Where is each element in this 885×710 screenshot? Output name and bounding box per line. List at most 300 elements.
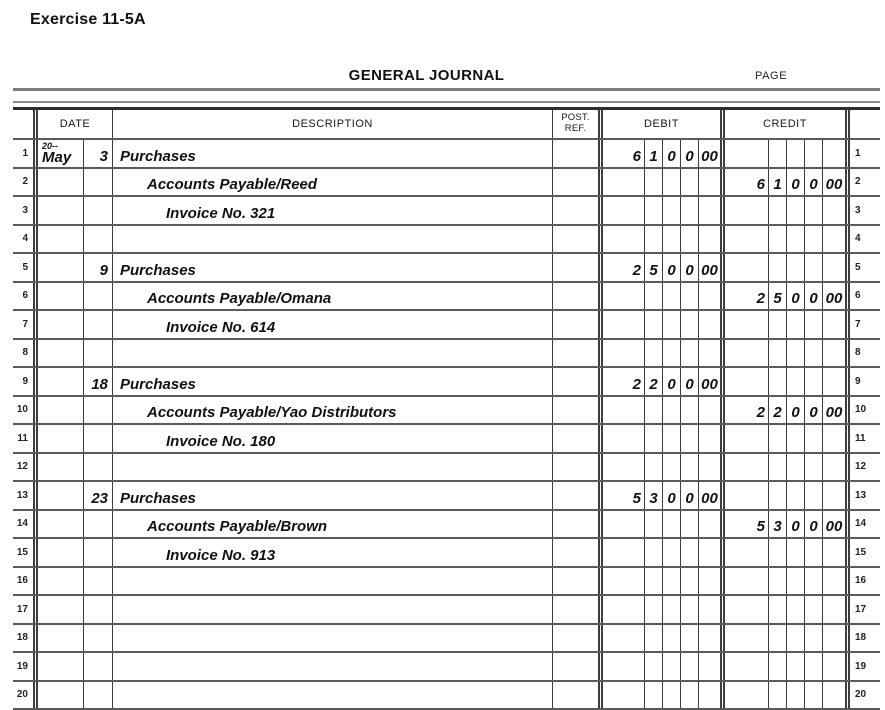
description-cell: Accounts Payable/Brown bbox=[113, 511, 553, 538]
credit-digit-cell bbox=[769, 454, 787, 481]
debit-cents-cell bbox=[699, 425, 720, 452]
debit-digit-cell bbox=[645, 283, 663, 310]
credit-cents-cell bbox=[823, 425, 845, 452]
debit-cents-cell bbox=[699, 311, 720, 338]
post-ref-cell bbox=[553, 368, 598, 395]
date-month-cell bbox=[38, 226, 84, 253]
row-number-left: 6 bbox=[13, 283, 33, 310]
credit-digit-cell bbox=[725, 425, 769, 452]
credit-digit-cell bbox=[725, 368, 769, 395]
date-day-cell bbox=[84, 169, 113, 196]
credit-digit-cell: 5 bbox=[769, 283, 787, 310]
credit-digit-cell bbox=[787, 625, 805, 652]
debit-digit-cell bbox=[663, 311, 681, 338]
row-number-right: 19 bbox=[850, 653, 873, 680]
date-month-cell bbox=[38, 454, 84, 481]
credit-digit-cell bbox=[805, 682, 823, 709]
date-month-cell bbox=[38, 140, 84, 167]
description-cell bbox=[113, 454, 553, 481]
date-day-cell bbox=[84, 511, 113, 538]
date-month-cell bbox=[38, 425, 84, 452]
date-day-cell bbox=[84, 226, 113, 253]
row-number-right: 11 bbox=[850, 425, 873, 452]
debit-digit-cell: 1 bbox=[645, 140, 663, 167]
credit-digit-cell bbox=[805, 596, 823, 623]
date-month-cell bbox=[38, 368, 84, 395]
debit-digit-cell bbox=[603, 596, 645, 623]
debit-digit-cell bbox=[681, 568, 699, 595]
credit-digit-cell bbox=[805, 197, 823, 224]
debit-digit-cell bbox=[681, 197, 699, 224]
credit-digit-cell bbox=[769, 254, 787, 281]
debit-cents-cell bbox=[699, 340, 720, 367]
credit-digit-cell bbox=[769, 625, 787, 652]
row-number-left: 12 bbox=[13, 454, 33, 481]
debit-digit-cell bbox=[603, 625, 645, 652]
description-cell: Purchases bbox=[113, 368, 553, 395]
debit-digit-cell: 0 bbox=[663, 140, 681, 167]
credit-digit-cell: 6 bbox=[725, 169, 769, 196]
credit-digit-cell bbox=[725, 539, 769, 566]
date-month-cell bbox=[38, 340, 84, 367]
credit-digit-cell bbox=[725, 197, 769, 224]
debit-digit-cell bbox=[663, 397, 681, 424]
row-number-right: 9 bbox=[850, 368, 873, 395]
debit-cents-cell: 00 bbox=[699, 368, 720, 395]
credit-digit-cell bbox=[805, 425, 823, 452]
debit-cents-cell bbox=[699, 454, 720, 481]
credit-digit-cell: 5 bbox=[725, 511, 769, 538]
column-header-row bbox=[13, 110, 880, 140]
credit-digit-cell bbox=[769, 425, 787, 452]
debit-cents-cell bbox=[699, 226, 720, 253]
debit-digit-cell bbox=[681, 397, 699, 424]
journal-row bbox=[13, 454, 880, 483]
description-cell bbox=[113, 625, 553, 652]
debit-digit-cell bbox=[681, 625, 699, 652]
credit-digit-cell bbox=[769, 197, 787, 224]
description-cell bbox=[113, 226, 553, 253]
debit-digit-cell bbox=[681, 283, 699, 310]
debit-cents-cell bbox=[699, 625, 720, 652]
date-day-cell: 9 bbox=[84, 254, 113, 281]
credit-cents-cell bbox=[823, 340, 845, 367]
date-day-cell bbox=[84, 197, 113, 224]
debit-digit-cell: 0 bbox=[663, 482, 681, 509]
date-month-cell bbox=[38, 311, 84, 338]
journal-row bbox=[13, 340, 880, 369]
journal-row bbox=[13, 283, 880, 312]
credit-digit-cell: 2 bbox=[769, 397, 787, 424]
credit-digit-cell bbox=[787, 425, 805, 452]
credit-digit-cell bbox=[805, 454, 823, 481]
debit-digit-cell: 5 bbox=[645, 254, 663, 281]
debit-digit-cell: 0 bbox=[681, 482, 699, 509]
credit-digit-cell bbox=[805, 539, 823, 566]
debit-digit-cell: 0 bbox=[663, 368, 681, 395]
page-label: PAGE bbox=[755, 70, 787, 82]
description-cell: Purchases bbox=[113, 254, 553, 281]
date-day-cell bbox=[84, 340, 113, 367]
credit-digit-cell: 0 bbox=[787, 283, 805, 310]
row-number-left: 13 bbox=[13, 482, 33, 509]
debit-digit-cell bbox=[603, 169, 645, 196]
debit-digit-cell bbox=[645, 340, 663, 367]
credit-digit-cell bbox=[725, 140, 769, 167]
credit-digit-cell bbox=[805, 625, 823, 652]
row-number-right: 6 bbox=[850, 283, 873, 310]
journal-row bbox=[13, 653, 880, 682]
debit-digit-cell bbox=[645, 311, 663, 338]
debit-digit-cell bbox=[603, 283, 645, 310]
post-ref-cell bbox=[553, 482, 598, 509]
credit-digit-cell bbox=[805, 311, 823, 338]
debit-digit-cell bbox=[603, 340, 645, 367]
date-day-cell: 3 bbox=[84, 140, 113, 167]
credit-digit-cell: 2 bbox=[725, 283, 769, 310]
credit-digit-cell bbox=[725, 682, 769, 709]
credit-digit-cell bbox=[769, 653, 787, 680]
credit-digit-cell bbox=[805, 340, 823, 367]
debit-cents-cell bbox=[699, 682, 720, 709]
journal-row bbox=[13, 169, 880, 198]
journal-title: GENERAL JOURNAL bbox=[13, 67, 840, 84]
date-month-cell bbox=[38, 169, 84, 196]
debit-cents-cell bbox=[699, 283, 720, 310]
date-month-cell bbox=[38, 197, 84, 224]
debit-cents-cell bbox=[699, 169, 720, 196]
debit-digit-cell bbox=[603, 311, 645, 338]
debit-digit-cell bbox=[603, 397, 645, 424]
row-number-right: 14 bbox=[850, 511, 873, 538]
credit-digit-cell bbox=[769, 226, 787, 253]
date-month-cell bbox=[38, 397, 84, 424]
credit-digit-cell bbox=[769, 311, 787, 338]
debit-digit-cell bbox=[645, 197, 663, 224]
row-number-right: 8 bbox=[850, 340, 873, 367]
row-number-left: 15 bbox=[13, 539, 33, 566]
row-number-left: 19 bbox=[13, 653, 33, 680]
row-number-right: 20 bbox=[850, 682, 873, 709]
description-cell bbox=[113, 682, 553, 709]
row-number-left: 8 bbox=[13, 340, 33, 367]
credit-digit-cell: 2 bbox=[725, 397, 769, 424]
row-number-left: 3 bbox=[13, 197, 33, 224]
post-ref-cell bbox=[553, 653, 598, 680]
exercise-title: Exercise 11-5A bbox=[30, 11, 146, 29]
date-day-cell bbox=[84, 311, 113, 338]
debit-digit-cell bbox=[663, 596, 681, 623]
credit-cents-cell bbox=[823, 539, 845, 566]
description-cell bbox=[113, 653, 553, 680]
journal-row bbox=[13, 397, 880, 426]
credit-digit-cell: 0 bbox=[787, 397, 805, 424]
debit-cents-cell bbox=[699, 596, 720, 623]
credit-digit-cell: 0 bbox=[805, 511, 823, 538]
date-day-cell bbox=[84, 653, 113, 680]
date-month-cell bbox=[38, 653, 84, 680]
post-ref-line2: REF. bbox=[565, 124, 586, 135]
date-month-cell bbox=[38, 539, 84, 566]
description-cell: Purchases bbox=[113, 140, 553, 167]
description-cell: Accounts Payable/Omana bbox=[113, 283, 553, 310]
description-cell: Invoice No. 180 bbox=[113, 425, 553, 452]
debit-digit-cell bbox=[645, 454, 663, 481]
debit-digit-cell bbox=[663, 283, 681, 310]
row-number-right: 3 bbox=[850, 197, 873, 224]
credit-digit-cell bbox=[725, 340, 769, 367]
journal-row bbox=[13, 311, 880, 340]
post-ref-cell bbox=[553, 596, 598, 623]
credit-digit-cell bbox=[805, 226, 823, 253]
row-number-right: 16 bbox=[850, 568, 873, 595]
row-number-right: 17 bbox=[850, 596, 873, 623]
journal-row bbox=[13, 254, 880, 283]
credit-digit-cell bbox=[787, 226, 805, 253]
debit-digit-cell bbox=[663, 653, 681, 680]
debit-digit-cell bbox=[645, 226, 663, 253]
description-cell: Invoice No. 614 bbox=[113, 311, 553, 338]
post-ref-cell bbox=[553, 682, 598, 709]
debit-digit-cell bbox=[681, 169, 699, 196]
description-cell bbox=[113, 596, 553, 623]
debit-digit-cell: 0 bbox=[681, 368, 699, 395]
credit-digit-cell bbox=[787, 340, 805, 367]
date-day-cell: 18 bbox=[84, 368, 113, 395]
date-day-cell bbox=[84, 454, 113, 481]
credit-digit-cell bbox=[769, 140, 787, 167]
credit-digit-cell bbox=[787, 482, 805, 509]
debit-digit-cell bbox=[603, 226, 645, 253]
credit-digit-cell bbox=[787, 368, 805, 395]
credit-digit-cell bbox=[787, 197, 805, 224]
date-day-cell bbox=[84, 425, 113, 452]
post-ref-cell bbox=[553, 340, 598, 367]
credit-cents-cell bbox=[823, 226, 845, 253]
credit-cents-cell: 00 bbox=[823, 169, 845, 196]
row-number-right: 13 bbox=[850, 482, 873, 509]
date-month-cell bbox=[38, 482, 84, 509]
credit-digit-cell bbox=[805, 653, 823, 680]
credit-cents-cell: 00 bbox=[823, 511, 845, 538]
journal-row bbox=[13, 682, 880, 710]
debit-digit-cell: 0 bbox=[681, 140, 699, 167]
debit-digit-cell: 2 bbox=[603, 368, 645, 395]
post-ref-cell bbox=[553, 568, 598, 595]
debit-digit-cell bbox=[645, 397, 663, 424]
post-ref-cell bbox=[553, 169, 598, 196]
credit-digit-cell bbox=[769, 368, 787, 395]
debit-cents-cell bbox=[699, 511, 720, 538]
credit-digit-cell bbox=[805, 482, 823, 509]
debit-digit-cell bbox=[603, 454, 645, 481]
post-ref-cell bbox=[553, 226, 598, 253]
credit-digit-cell bbox=[805, 140, 823, 167]
debit-digit-cell bbox=[603, 568, 645, 595]
debit-digit-cell: 2 bbox=[645, 368, 663, 395]
date-column-header: DATE bbox=[38, 110, 113, 138]
credit-digit-cell bbox=[769, 482, 787, 509]
credit-digit-cell bbox=[787, 682, 805, 709]
debit-digit-cell bbox=[681, 596, 699, 623]
credit-digit-cell bbox=[805, 254, 823, 281]
credit-digit-cell bbox=[787, 311, 805, 338]
journal-row bbox=[13, 596, 880, 625]
debit-digit-cell bbox=[663, 625, 681, 652]
date-day-cell bbox=[84, 397, 113, 424]
description-cell: Accounts Payable/Reed bbox=[113, 169, 553, 196]
debit-digit-cell bbox=[681, 340, 699, 367]
date-day-cell bbox=[84, 596, 113, 623]
row-number-right: 5 bbox=[850, 254, 873, 281]
credit-digit-cell bbox=[769, 568, 787, 595]
debit-digit-cell bbox=[663, 511, 681, 538]
row-number-left: 17 bbox=[13, 596, 33, 623]
debit-digit-cell bbox=[645, 625, 663, 652]
row-number-left: 9 bbox=[13, 368, 33, 395]
date-month-cell bbox=[38, 254, 84, 281]
debit-digit-cell bbox=[681, 682, 699, 709]
credit-digit-cell bbox=[725, 568, 769, 595]
debit-digit-cell: 0 bbox=[681, 254, 699, 281]
post-ref-column-header bbox=[553, 110, 598, 138]
debit-digit-cell bbox=[645, 596, 663, 623]
credit-digit-cell bbox=[725, 226, 769, 253]
description-cell: Accounts Payable/Yao Distributors bbox=[113, 397, 553, 424]
post-ref-cell bbox=[553, 140, 598, 167]
debit-cents-cell bbox=[699, 568, 720, 595]
date-month-cell bbox=[38, 625, 84, 652]
debit-digit-cell bbox=[645, 425, 663, 452]
journal-rows bbox=[13, 140, 880, 710]
post-ref-cell bbox=[553, 425, 598, 452]
row-number-right: 1 bbox=[850, 140, 873, 167]
credit-cents-cell: 00 bbox=[823, 397, 845, 424]
debit-digit-cell bbox=[663, 197, 681, 224]
debit-digit-cell bbox=[645, 653, 663, 680]
debit-cents-cell bbox=[699, 197, 720, 224]
debit-cents-cell: 00 bbox=[699, 254, 720, 281]
date-day-cell bbox=[84, 539, 113, 566]
debit-digit-cell bbox=[681, 425, 699, 452]
date-month-cell bbox=[38, 511, 84, 538]
post-ref-cell bbox=[553, 539, 598, 566]
date-day-cell bbox=[84, 568, 113, 595]
credit-digit-cell bbox=[725, 653, 769, 680]
row-number-left: 7 bbox=[13, 311, 33, 338]
row-number-left: 4 bbox=[13, 226, 33, 253]
description-cell bbox=[113, 340, 553, 367]
debit-digit-cell bbox=[645, 169, 663, 196]
journal-row bbox=[13, 568, 880, 597]
credit-digit-cell bbox=[725, 311, 769, 338]
post-ref-cell bbox=[553, 454, 598, 481]
credit-cents-cell bbox=[823, 311, 845, 338]
row-number-right: 7 bbox=[850, 311, 873, 338]
row-number-left: 11 bbox=[13, 425, 33, 452]
debit-digit-cell: 6 bbox=[603, 140, 645, 167]
journal-table bbox=[13, 101, 880, 710]
debit-digit-cell bbox=[603, 197, 645, 224]
row-number-right: 4 bbox=[850, 226, 873, 253]
credit-cents-cell bbox=[823, 625, 845, 652]
debit-cents-cell bbox=[699, 397, 720, 424]
date-month-cell bbox=[38, 596, 84, 623]
credit-digit-cell bbox=[725, 625, 769, 652]
debit-digit-cell bbox=[663, 226, 681, 253]
debit-digit-cell bbox=[663, 169, 681, 196]
debit-cents-cell bbox=[699, 653, 720, 680]
date-day-cell bbox=[84, 283, 113, 310]
date-month-cell bbox=[38, 283, 84, 310]
debit-digit-cell bbox=[663, 454, 681, 481]
credit-cents-cell bbox=[823, 653, 845, 680]
credit-digit-cell bbox=[769, 539, 787, 566]
row-number-left: 1 bbox=[13, 140, 33, 167]
debit-digit-cell bbox=[645, 511, 663, 538]
credit-cents-cell bbox=[823, 568, 845, 595]
date-year-label: 20-- bbox=[42, 142, 81, 150]
credit-digit-cell bbox=[725, 254, 769, 281]
debit-digit-cell bbox=[645, 682, 663, 709]
debit-digit-cell bbox=[603, 539, 645, 566]
credit-cents-cell bbox=[823, 197, 845, 224]
debit-digit-cell: 3 bbox=[645, 482, 663, 509]
credit-cents-cell bbox=[823, 596, 845, 623]
journal-row bbox=[13, 511, 880, 540]
post-ref-cell bbox=[553, 625, 598, 652]
journal-row bbox=[13, 368, 880, 397]
date-day-cell bbox=[84, 625, 113, 652]
credit-column-header: CREDIT bbox=[725, 110, 845, 138]
post-ref-cell bbox=[553, 197, 598, 224]
description-cell: Invoice No. 913 bbox=[113, 539, 553, 566]
credit-digit-cell bbox=[769, 340, 787, 367]
date-day-cell: 23 bbox=[84, 482, 113, 509]
header-rule bbox=[13, 88, 880, 91]
row-number-left: 18 bbox=[13, 625, 33, 652]
post-ref-cell bbox=[553, 254, 598, 281]
debit-digit-cell bbox=[603, 425, 645, 452]
post-ref-cell bbox=[553, 397, 598, 424]
debit-column-header: DEBIT bbox=[603, 110, 720, 138]
row-number-left: 5 bbox=[13, 254, 33, 281]
journal-header bbox=[13, 60, 880, 86]
debit-digit-cell bbox=[603, 682, 645, 709]
debit-digit-cell bbox=[681, 454, 699, 481]
date-month-label: May bbox=[42, 150, 81, 165]
debit-digit-cell bbox=[663, 425, 681, 452]
debit-digit-cell bbox=[663, 568, 681, 595]
row-number-left-header bbox=[13, 110, 33, 138]
credit-digit-cell bbox=[769, 596, 787, 623]
date-month-cell bbox=[38, 568, 84, 595]
post-ref-cell bbox=[553, 283, 598, 310]
row-number-right: 15 bbox=[850, 539, 873, 566]
journal-row bbox=[13, 482, 880, 511]
credit-cents-cell bbox=[823, 254, 845, 281]
debit-digit-cell bbox=[681, 311, 699, 338]
credit-digit-cell bbox=[787, 254, 805, 281]
description-cell: Purchases bbox=[113, 482, 553, 509]
description-column-header: DESCRIPTION bbox=[113, 110, 553, 138]
table-top-double-rule bbox=[13, 101, 880, 110]
debit-cents-cell: 00 bbox=[699, 482, 720, 509]
post-ref-line1: POST. bbox=[561, 113, 589, 124]
row-number-right: 10 bbox=[850, 397, 873, 424]
row-number-right: 18 bbox=[850, 625, 873, 652]
row-number-right-header bbox=[850, 110, 873, 138]
